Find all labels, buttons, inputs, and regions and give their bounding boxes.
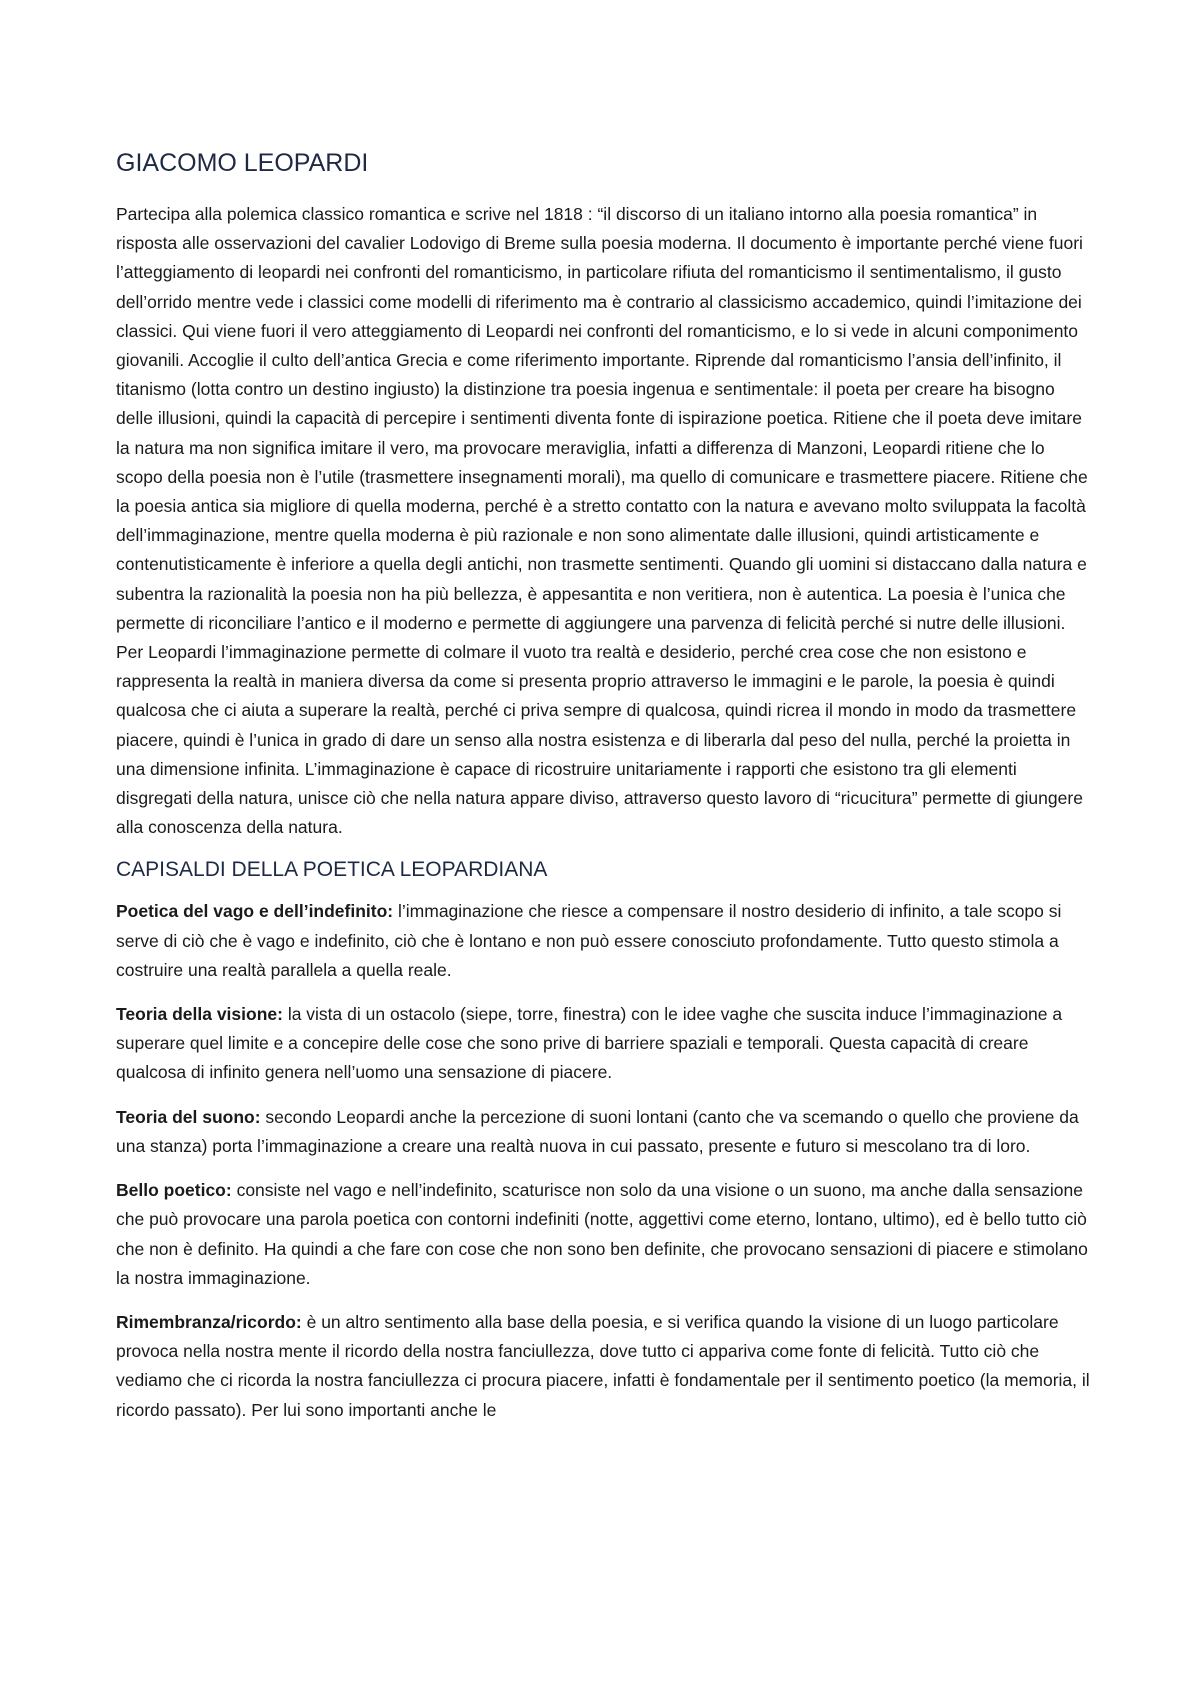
document-title: GIACOMO LEOPARDI [116, 149, 369, 177]
document-body [116, 148, 1096, 1440]
section-paragraph-vago [116, 897, 1096, 985]
section-paragraph-visione [116, 1000, 1096, 1088]
section-text: consiste nel vago e nell’indefinito, scaturisce non solo da una visione o un suono, ma anche dalla sensazione che può provocare una parola poetica con contorni indefiniti (notte, aggettivi come eterno, lontano, ultimo), ed è bello tutto ciò che non è definito. Ha quindi a che fare con cose che non sono ben definite, che provocano sensazioni di piacere e stimolano la nostra immaginazione. [116, 1180, 1088, 1288]
section-paragraph-suono [116, 1103, 1096, 1161]
section-text: è un altro sentimento alla base della poesia, e si verifica quando la visione di un luogo particolare provoca nella nostra mente il ricordo della nostra fanciullezza, dove tutto ci appariva come fonte di felicità. Tutto ciò che vediamo che ci ricorda la nostra fanciullezza ci procura piacere, infatti è fondamentale per il sentimento poetico (la memoria, il ricordo passato). Per lui sono importanti anche le [116, 1311, 1090, 1420]
section-text: secondo Leopardi anche la percezione di suoni lontani (canto che va scemando o quello che proviene da una stanza) porta l’immaginazione a creare una realtà nuova in cui passato, presente e futuro si mescolano tra di loro. [116, 1106, 1079, 1156]
section-paragraph-bello [116, 1176, 1096, 1293]
section-text: l’immaginazione che riesce a compensare il nostro desiderio di infinito, a tale scopo si serve di ciò che è vago e indefinito, ciò che è lontano e non può essere conosciuto profondamente. Tutto questo stimola a costruire una realtà parallela a quella reale. [116, 901, 1062, 980]
section-term: Rimembranza/ricordo: [116, 1311, 302, 1332]
section-title: CAPISALDI DELLA POETICA LEOPARDIANA [116, 858, 548, 882]
section-term: Teoria della visione: [116, 1004, 283, 1025]
intro-paragraph: Partecipa alla polemica classico romantica e scrive nel 1818 : “il discorso di un italiano intorno alla poesia romantica” in risposta alle osservazioni del cavalier Lodovigo di Breme sulla poesia moderna. Il documento è importante perché viene fuori l’atteggiamento di leopardi nei confronti del romanticismo, in particolare rifiuta del romanticismo il sentimentalismo, il gusto dell’orrido mentre vede i classici come modelli di riferimento ma è contrario al classicismo accademico, quindi l’imitazione dei classici. Qui viene fuori il vero atteggiamento di Leopardi nei confronti del romanticismo, e lo si vede in alcuni componimento giovanili. Accoglie il culto dell’antica Grecia e come riferimento importante. Riprende dal romanticismo l’ansia dell’infinito, il titanismo (lotta contro un destino ingiusto) la distinzione tra poesia ingenua e sentimentale: il poeta per creare ha bisogno delle illusioni, quindi la capacità di percepire i sentimenti diventa fonte di ispirazione poetica. Ritiene che il poeta deve imitare la natura ma non significa imitare il vero, ma provocare meraviglia, infatti a differenza di Manzoni, Leopardi ritiene che lo scopo della poesia non è l’utile (trasmettere insegnamenti morali), ma quello di comunicare e trasmettere piacere. Ritiene che la poesia antica sia migliore di quella moderna, perché è a stretto contatto con la natura e avevano molto sviluppata la facoltà dell’immaginazione, mentre quella moderna è più razionale e non sono alimentate dalle illusioni, quindi artisticamente e contenutisticamente è inferiore a quella degli antichi, non trasmette sentimenti. Quando gli uomini si distaccano dalla natura e subentra la razionalità la poesia non ha più bellezza, è appesantita e non veritiera, non è autentica. La poesia è l’unica che permette di riconciliare l’antico e il moderno e permette di aggiungere una parvenza di felicità perché si nutre delle illusioni. Per Leopardi l’immaginazione permette di colmare il vuoto tra realtà e desiderio, perché crea cose che non esistono e rappresenta la realtà in maniera diversa da come si presenta proprio attraverso le immagini e le parole, la poesia è quindi qualcosa che ci aiuta a superare la realtà, perché ci priva sempre di qualcosa, quindi ricrea il mondo in modo da trasmettere piacere, quindi è l’unica in grado di dare un senso alla nostra esistenza e di liberarla dal peso del nulla, perché la proietta in una dimensione infinita. L’immaginazione è capace di ricostruire unitariamente i rapporti che esistono tra gli elementi disgregati della natura, unisce ciò che nella natura appare diviso, attraverso questo lavoro di “ricucitura” permette di giungere alla conoscenza della natura. [116, 204, 1088, 838]
section-term: Bello poetico: [116, 1180, 232, 1201]
section-term: Poetica del vago e dell’indefinito: [116, 901, 394, 922]
section-term: Teoria del suono: [116, 1106, 261, 1127]
section-text: la vista di un ostacolo (siepe, torre, finestra) con le idee vaghe che suscita induce l’immaginazione a superare quel limite e a concepire delle cose che sono prive di barriere spaziali e temporali. Questa capacità di creare qualcosa di infinito genera nell’uomo una sensazione di piacere. [116, 1004, 1063, 1083]
section-paragraph-rimembranza [116, 1308, 1096, 1425]
